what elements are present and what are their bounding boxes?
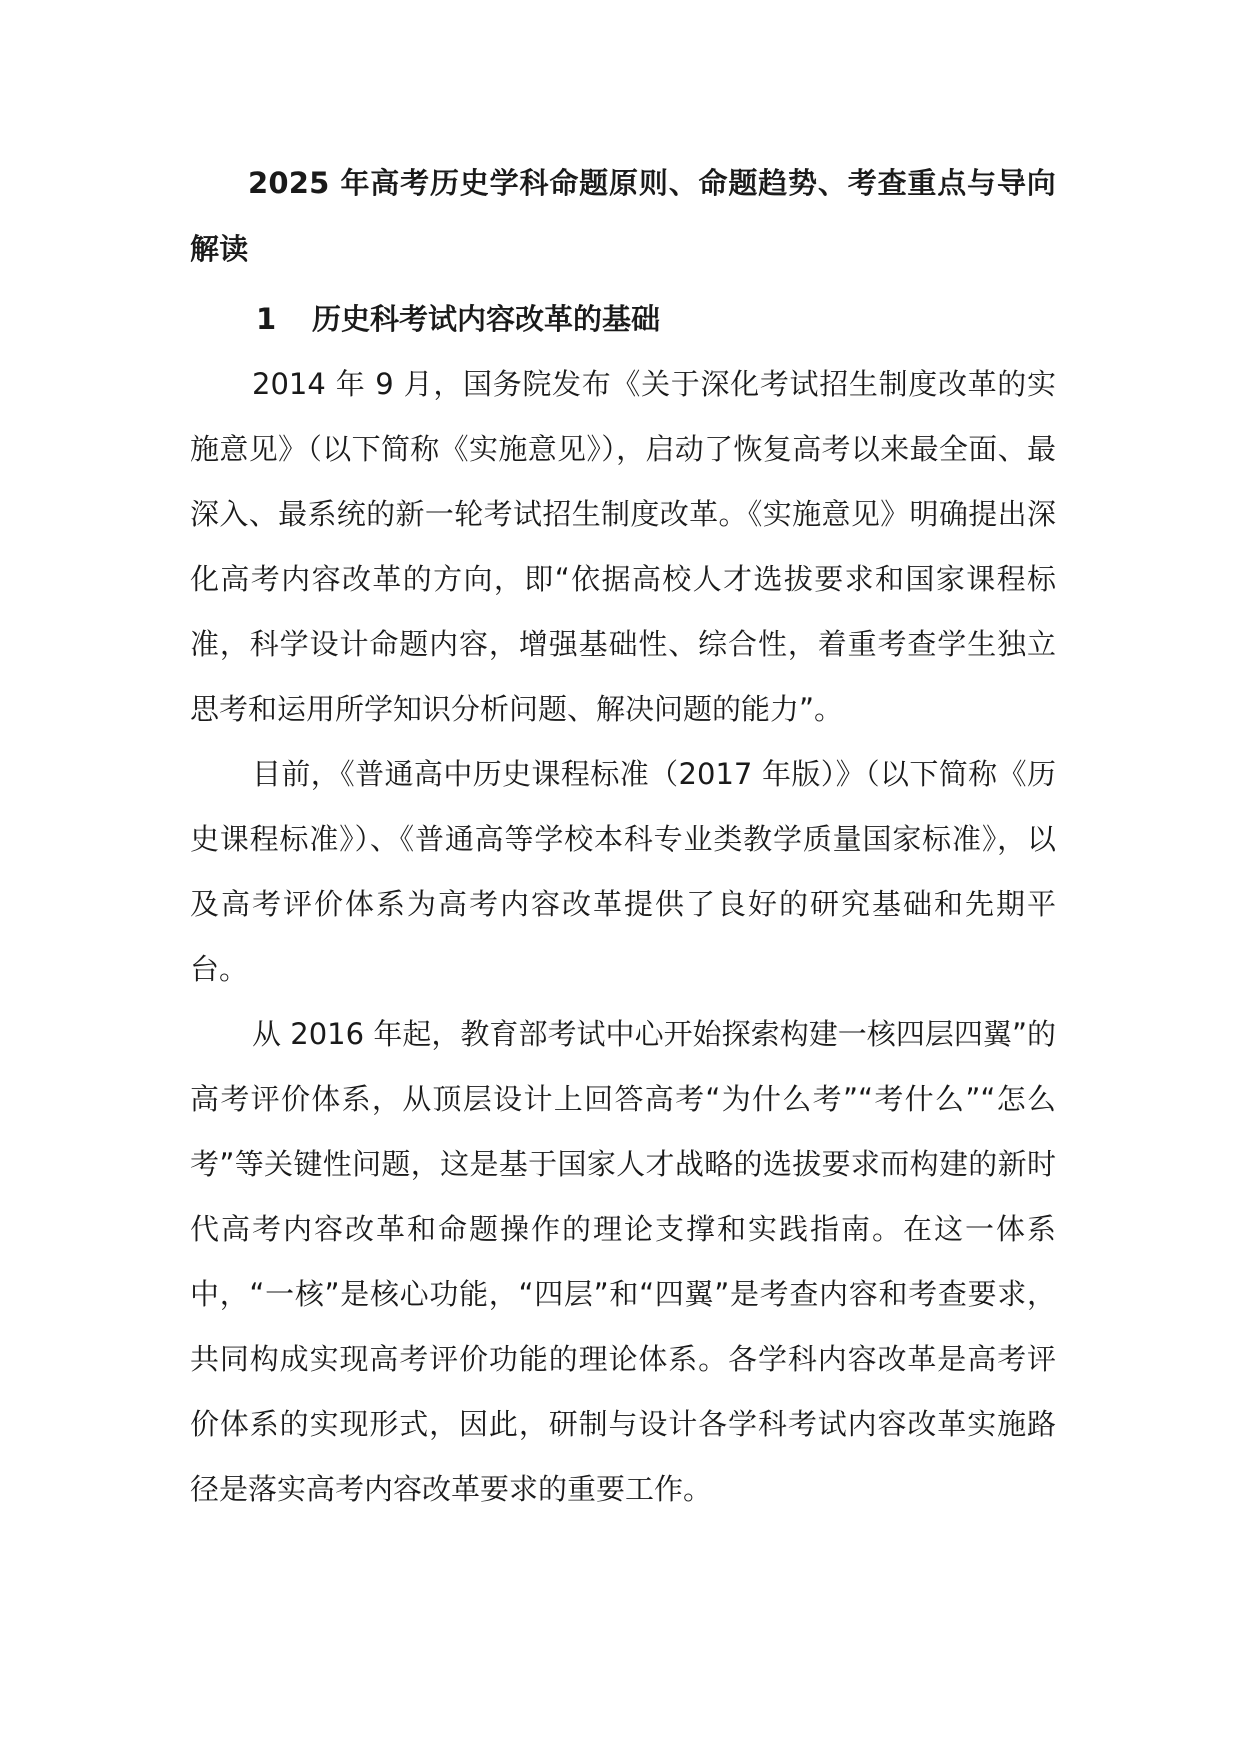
paragraph-2: 目前，《普通高中历史课程标准（2017 年版）》（以下简称《历史课程标准》）、《普通高等学校本科专业类教学质量国家标准》，以及高考评价体系为高考内容改革提供了良好的研究基础和先期平台。 <box>190 757 1056 986</box>
section-number: 1 <box>256 302 277 336</box>
document-page <box>190 150 1056 1522</box>
paragraph-3: 从 2016 年起，教育部考试中心开始探索构建一核四层四翼”的高考评价体系，从顶层设计上回答高考“为什么考”“考什么”“怎么考”等关键性问题，这是基于国家人才战略的选拔要求而构建的新时代高考内容改革和命题操作的理论支撑和实践指南。在这一体系中，“一核”是核心功能，“四层”和“四翼”是考查内容和考查要求，共同构成实现高考评价功能的理论体系。各学科内容改革是高考评价体系的实现形式，因此，研制与设计各学科考试内容改革实施路径是落实高考内容改革要求的重要工作。 <box>190 1017 1056 1506</box>
section-title: 历史科考试内容改革的基础 <box>312 302 661 336</box>
section-heading <box>190 286 1056 352</box>
document-title: 2025 年高考历史学科命题原则、命题趋势、考查重点与导向解读 <box>190 166 1056 266</box>
paragraph-1: 2014 年 9 月，国务院发布《关于深化考试招生制度改革的实施意见》（以下简称《实施意见》），启动了恢复高考以来最全面、最深入、最系统的新一轮考试招生制度改革。《实施意见》明确提出深化高考内容改革的方向，即“依据高校人才选拔要求和国家课程标准，科学设计命题内容，增强基础性、综合性，着重考查学生独立思考和运用所学知识分析问题、解决问题的能力”。 <box>190 367 1056 726</box>
